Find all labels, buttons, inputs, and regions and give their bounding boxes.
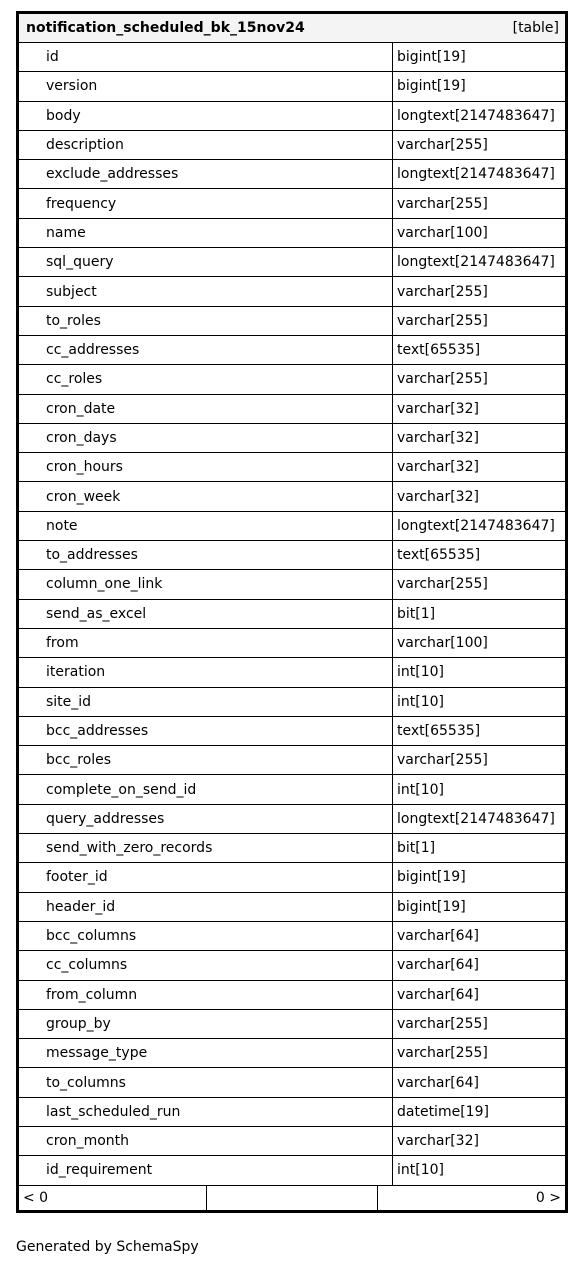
column-name: cron_hours [19, 453, 393, 481]
column-name: site_id [19, 688, 393, 716]
column-type: longtext[2147483647] [397, 517, 555, 534]
column-type: int[10] [397, 664, 444, 681]
table-kind: [table] [512, 20, 559, 36]
column-name: send_with_zero_records [19, 834, 393, 862]
column-name: cc_roles [19, 365, 393, 393]
table-row [19, 131, 565, 160]
column-name: column_one_link [19, 570, 393, 598]
table-row [19, 658, 565, 687]
table-row [19, 688, 565, 717]
table-row [19, 365, 565, 394]
table-row [19, 863, 565, 892]
column-type: varchar[255] [397, 312, 488, 329]
column-type: varchar[100] [397, 635, 488, 652]
column-type: varchar[100] [397, 224, 488, 241]
table-row [19, 43, 565, 72]
column-name: to_columns [19, 1068, 393, 1096]
table-footer [19, 1186, 565, 1210]
column-name: cron_month [19, 1127, 393, 1155]
column-name: description [19, 131, 393, 159]
column-name: message_type [19, 1039, 393, 1067]
column-name: body [19, 102, 393, 130]
table-row [19, 189, 565, 218]
column-name: iteration [19, 658, 393, 686]
column-type: int[10] [397, 693, 444, 710]
column-type: int[10] [397, 1162, 444, 1179]
table-row [19, 219, 565, 248]
child-count: 0 > [535, 1189, 561, 1206]
footer-middle [207, 1186, 378, 1210]
table-header [19, 14, 565, 43]
table-row [19, 72, 565, 101]
column-type: bigint[19] [397, 78, 466, 95]
column-name: to_addresses [19, 541, 393, 569]
table-row [19, 600, 565, 629]
column-type: datetime[19] [397, 1103, 489, 1120]
column-type: varchar[32] [397, 488, 479, 505]
table-entity [16, 11, 568, 1213]
table-row [19, 1156, 565, 1185]
column-type: longtext[2147483647] [397, 166, 555, 183]
column-name: cron_date [19, 395, 393, 423]
column-type: varchar[255] [397, 1045, 488, 1062]
table-row [19, 717, 565, 746]
table-row [19, 922, 565, 951]
table-row [19, 541, 565, 570]
column-type: varchar[64] [397, 1074, 479, 1091]
column-type: varchar[255] [397, 371, 488, 388]
table-row [19, 981, 565, 1010]
table-row [19, 512, 565, 541]
column-list [19, 43, 565, 1186]
table-row [19, 395, 565, 424]
column-name: cc_addresses [19, 336, 393, 364]
column-name: complete_on_send_id [19, 775, 393, 803]
column-type: int[10] [397, 781, 444, 798]
column-type: longtext[2147483647] [397, 810, 555, 827]
column-type: varchar[32] [397, 400, 479, 417]
column-type: bigint[19] [397, 898, 466, 915]
parent-count: < 0 [19, 1186, 207, 1210]
column-name: bcc_columns [19, 922, 393, 950]
column-name: note [19, 512, 393, 540]
column-type: longtext[2147483647] [397, 107, 555, 124]
column-name: id [19, 43, 393, 71]
column-name: bcc_roles [19, 746, 393, 774]
column-type: varchar[255] [397, 283, 488, 300]
table-row [19, 102, 565, 131]
generated-by: Generated by SchemaSpy [16, 1239, 199, 1255]
table-row [19, 1127, 565, 1156]
table-row [19, 893, 565, 922]
column-name: last_scheduled_run [19, 1098, 393, 1126]
column-type: text[65535] [397, 722, 481, 739]
column-type: text[65535] [397, 547, 481, 564]
table-row [19, 1098, 565, 1127]
column-type: varchar[255] [397, 576, 488, 593]
column-name: to_roles [19, 307, 393, 335]
column-name: version [19, 72, 393, 100]
column-name: group_by [19, 1010, 393, 1038]
column-name: cc_columns [19, 951, 393, 979]
table-row [19, 805, 565, 834]
column-name: from_column [19, 981, 393, 1009]
column-type: varchar[255] [397, 195, 488, 212]
column-type: bigint[19] [397, 869, 466, 886]
table-row [19, 1010, 565, 1039]
table-row [19, 1068, 565, 1097]
column-name: sql_query [19, 248, 393, 276]
column-name: cron_week [19, 482, 393, 510]
column-type: varchar[255] [397, 1015, 488, 1032]
table-row [19, 1039, 565, 1068]
column-name: from [19, 629, 393, 657]
table-row [19, 775, 565, 804]
column-name: id_requirement [19, 1156, 393, 1184]
column-name: header_id [19, 893, 393, 921]
table-name: notification_scheduled_bk_15nov24 [26, 20, 305, 36]
table-row [19, 336, 565, 365]
table-row [19, 453, 565, 482]
column-type: bit[1] [397, 605, 436, 622]
table-row [19, 307, 565, 336]
table-row [19, 834, 565, 863]
column-name: bcc_addresses [19, 717, 393, 745]
table-row [19, 424, 565, 453]
column-type: varchar[64] [397, 986, 479, 1003]
column-type: longtext[2147483647] [397, 254, 555, 271]
column-name: cron_days [19, 424, 393, 452]
column-name: exclude_addresses [19, 160, 393, 188]
table-row [19, 160, 565, 189]
table-row [19, 277, 565, 306]
column-type: varchar[32] [397, 459, 479, 476]
column-type: varchar[32] [397, 1133, 479, 1150]
table-row [19, 570, 565, 599]
column-type: bit[1] [397, 840, 436, 857]
table-row [19, 482, 565, 511]
column-type: varchar[32] [397, 430, 479, 446]
column-type: varchar[255] [397, 752, 488, 769]
column-name: send_as_excel [19, 600, 393, 628]
column-type: bigint[19] [397, 49, 466, 66]
column-name: query_addresses [19, 805, 393, 833]
column-name: footer_id [19, 863, 393, 891]
column-type: text[65535] [397, 342, 481, 359]
column-type: varchar[64] [397, 957, 479, 974]
column-name: frequency [19, 189, 393, 217]
column-name: name [19, 219, 393, 247]
table-row [19, 951, 565, 980]
table-row [19, 746, 565, 775]
column-type: varchar[64] [397, 928, 479, 945]
table-row [19, 248, 565, 277]
column-type: varchar[255] [397, 137, 488, 154]
table-row [19, 629, 565, 658]
column-name: subject [19, 277, 393, 305]
